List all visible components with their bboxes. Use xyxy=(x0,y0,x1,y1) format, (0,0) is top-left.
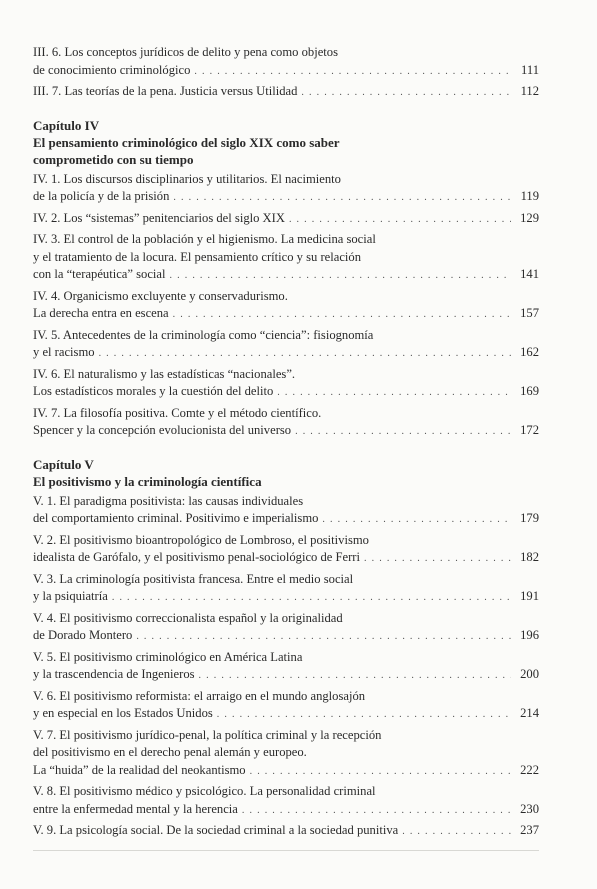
toc-entry-text: con la “terapéutica” social xyxy=(33,267,166,281)
page-number: 214 xyxy=(520,706,539,720)
toc-entry xyxy=(33,366,539,402)
toc-entry-text: idealista de Garófalo, y el positivismo penal-sociológico de Ferri xyxy=(33,550,361,564)
toc-entry-text: La “huida” de la realidad del neokantismo xyxy=(33,762,246,777)
page-number: 179 xyxy=(520,511,539,525)
toc-entry xyxy=(33,727,539,781)
toc-entry-text: de conocimiento criminológico xyxy=(33,62,191,77)
toc-entry-last-line xyxy=(33,305,539,324)
toc-entry-text: IV. 1. Los discursos disciplinarios y utilitarios. El nacimiento xyxy=(33,171,341,186)
toc-entry xyxy=(33,231,539,285)
bottom-rule xyxy=(33,850,539,851)
page-number: 191 xyxy=(520,589,539,603)
dot-leader xyxy=(250,763,511,781)
toc-entry-text: de Dorado Montero xyxy=(33,628,133,642)
page-number: 237 xyxy=(520,823,539,837)
dot-leader xyxy=(217,706,511,724)
toc-entry xyxy=(33,493,539,529)
toc-entry-text: IV. 3. El control de la población y el higienismo. La medicina social xyxy=(33,232,376,246)
dot-leader xyxy=(322,511,511,529)
page-number: 129 xyxy=(520,210,539,225)
dot-leader xyxy=(112,589,511,607)
toc-entry xyxy=(33,210,539,229)
dot-leader xyxy=(277,384,511,402)
toc-entry-last-line xyxy=(33,801,539,820)
chapter-title: comprometido con su tiempo xyxy=(33,151,194,167)
page-number: 111 xyxy=(521,62,539,77)
toc-entry-text: V. 5. El positivismo criminológico en América Latina xyxy=(33,649,303,664)
dot-leader xyxy=(242,802,511,820)
page-number: 172 xyxy=(520,423,539,437)
dot-leader xyxy=(301,84,511,102)
toc-entry-last-line xyxy=(33,705,539,724)
page-number: 119 xyxy=(520,189,539,203)
toc-entry-last-line xyxy=(33,822,539,841)
toc-entry-text: V. 4. El positivismo correccionalista español y la originalidad xyxy=(33,610,343,625)
dot-leader xyxy=(194,63,511,81)
dot-leader xyxy=(364,550,511,568)
toc-entry xyxy=(33,571,539,607)
toc-entry-text: V. 8. El positivismo médico y psicológico. La personalidad criminal xyxy=(33,784,376,798)
page-number: 157 xyxy=(520,306,539,320)
toc-entry-last-line xyxy=(33,588,539,607)
toc-entry-text: III. 6. Los conceptos jurídicos de delito y pena como objetos xyxy=(33,45,338,59)
toc-entry-text: V. 3. La criminología positivista francesa. Entre el medio social xyxy=(33,571,354,586)
toc-entry-text: y la trascendencia de Ingenieros xyxy=(33,667,195,681)
page-number: 162 xyxy=(520,345,539,359)
toc-entry-text: V. 1. El paradigma positivista: las causas individuales xyxy=(33,493,304,508)
toc-entry xyxy=(33,44,539,80)
toc-entry-text: de la policía y de la prisión xyxy=(33,189,170,203)
toc-entry xyxy=(33,783,539,819)
toc-entry-text: del comportamiento criminal. Positivimo e imperialismo xyxy=(33,511,319,525)
toc-entry-text: del positivismo en el derecho penal alemán y europeo. xyxy=(33,745,307,759)
chapter-title: El positivismo y la criminología científica xyxy=(33,473,262,489)
chapter-label: Capítulo V xyxy=(33,456,94,472)
page-number: 230 xyxy=(520,801,539,816)
toc-entry-text: y en especial en los Estados Unidos xyxy=(33,706,213,720)
page-number: 196 xyxy=(520,628,539,642)
page-number: 182 xyxy=(520,550,539,564)
page-number: 169 xyxy=(520,384,539,398)
dot-leader xyxy=(170,267,511,285)
toc-entry-last-line xyxy=(33,83,539,102)
toc-entry xyxy=(33,649,539,685)
toc-entry-text: IV. 6. El naturalismo y las estadísticas “nacionales”. xyxy=(33,366,296,381)
toc-entry-text: IV. 2. Los “sistemas” penitenciarios del siglo XIX xyxy=(33,210,285,225)
toc-entry-text: La derecha entra en escena xyxy=(33,306,169,320)
dot-leader xyxy=(402,823,511,841)
toc-entry-text: V. 6. El positivismo reformista: el arraigo en el mundo anglosajón xyxy=(33,688,366,703)
toc-entry-text: Los estadísticos morales y la cuestión del delito xyxy=(33,384,274,398)
toc-entry-text: entre la enfermedad mental y la herencia xyxy=(33,801,238,816)
toc-entry-last-line xyxy=(33,627,539,646)
page-number: 141 xyxy=(520,267,539,281)
toc-entry-last-line xyxy=(33,383,539,402)
page-number: 112 xyxy=(520,84,539,98)
toc-entry xyxy=(33,610,539,646)
dot-leader xyxy=(173,189,511,207)
toc-entry-text: IV. 7. La filosofía positiva. Comte y el método científico. xyxy=(33,405,322,420)
dot-leader xyxy=(289,211,511,229)
dot-leader xyxy=(295,423,511,441)
dot-leader xyxy=(173,306,511,324)
toc-entry xyxy=(33,327,539,363)
toc-entry-text: IV. 5. Antecedentes de la criminología como “ciencia”: fisiognomía xyxy=(33,327,374,342)
dot-leader xyxy=(199,667,511,685)
toc-entry-last-line xyxy=(33,422,539,441)
toc-entry xyxy=(33,405,539,441)
toc-entry-text: IV. 4. Organicismo excluyente y conservadurismo. xyxy=(33,288,288,303)
toc-entry-last-line xyxy=(33,510,539,529)
toc-entry xyxy=(33,288,539,324)
table-of-contents xyxy=(33,44,539,844)
toc-entry xyxy=(33,83,539,102)
toc-entry-text: y la psiquiatría xyxy=(33,589,108,603)
toc-entry-last-line xyxy=(33,762,539,781)
toc-entry-text: V. 9. La psicología social. De la sociedad criminal a la sociedad punitiva xyxy=(33,823,399,837)
toc-entry xyxy=(33,171,539,207)
dot-leader xyxy=(136,628,511,646)
chapter-label: Capítulo IV xyxy=(33,117,100,133)
toc-entry-last-line xyxy=(33,666,539,685)
toc-entry-last-line xyxy=(33,62,539,81)
toc-entry xyxy=(33,688,539,724)
toc-entry-last-line xyxy=(33,188,539,207)
toc-entry-last-line xyxy=(33,549,539,568)
toc-entry-text: y el racismo xyxy=(33,345,95,359)
chapter-heading xyxy=(33,456,539,490)
toc-entry xyxy=(33,532,539,568)
toc-entry-text: Spencer y la concepción evolucionista del universo xyxy=(33,423,292,437)
toc-entry-text: y el tratamiento de la locura. El pensamiento crítico y su relación xyxy=(33,249,362,264)
chapter-heading xyxy=(33,117,539,168)
toc-entry-last-line xyxy=(33,266,539,285)
toc-entry-text: V. 7. El positivismo jurídico-penal, la política criminal y la recepción xyxy=(33,727,382,742)
toc-entry xyxy=(33,822,539,841)
toc-entry-text: V. 2. El positivismo bioantropológico de Lombroso, el positivismo xyxy=(33,532,369,547)
page-number: 222 xyxy=(520,762,539,777)
toc-entry-text: III. 7. Las teorías de la pena. Justicia versus Utilidad xyxy=(33,84,298,98)
toc-entry-last-line xyxy=(33,344,539,363)
dot-leader xyxy=(99,345,511,363)
page-number: 200 xyxy=(520,667,539,681)
chapter-title: El pensamiento criminológico del siglo XIX como saber xyxy=(33,134,340,150)
toc-entry-last-line xyxy=(33,210,539,229)
